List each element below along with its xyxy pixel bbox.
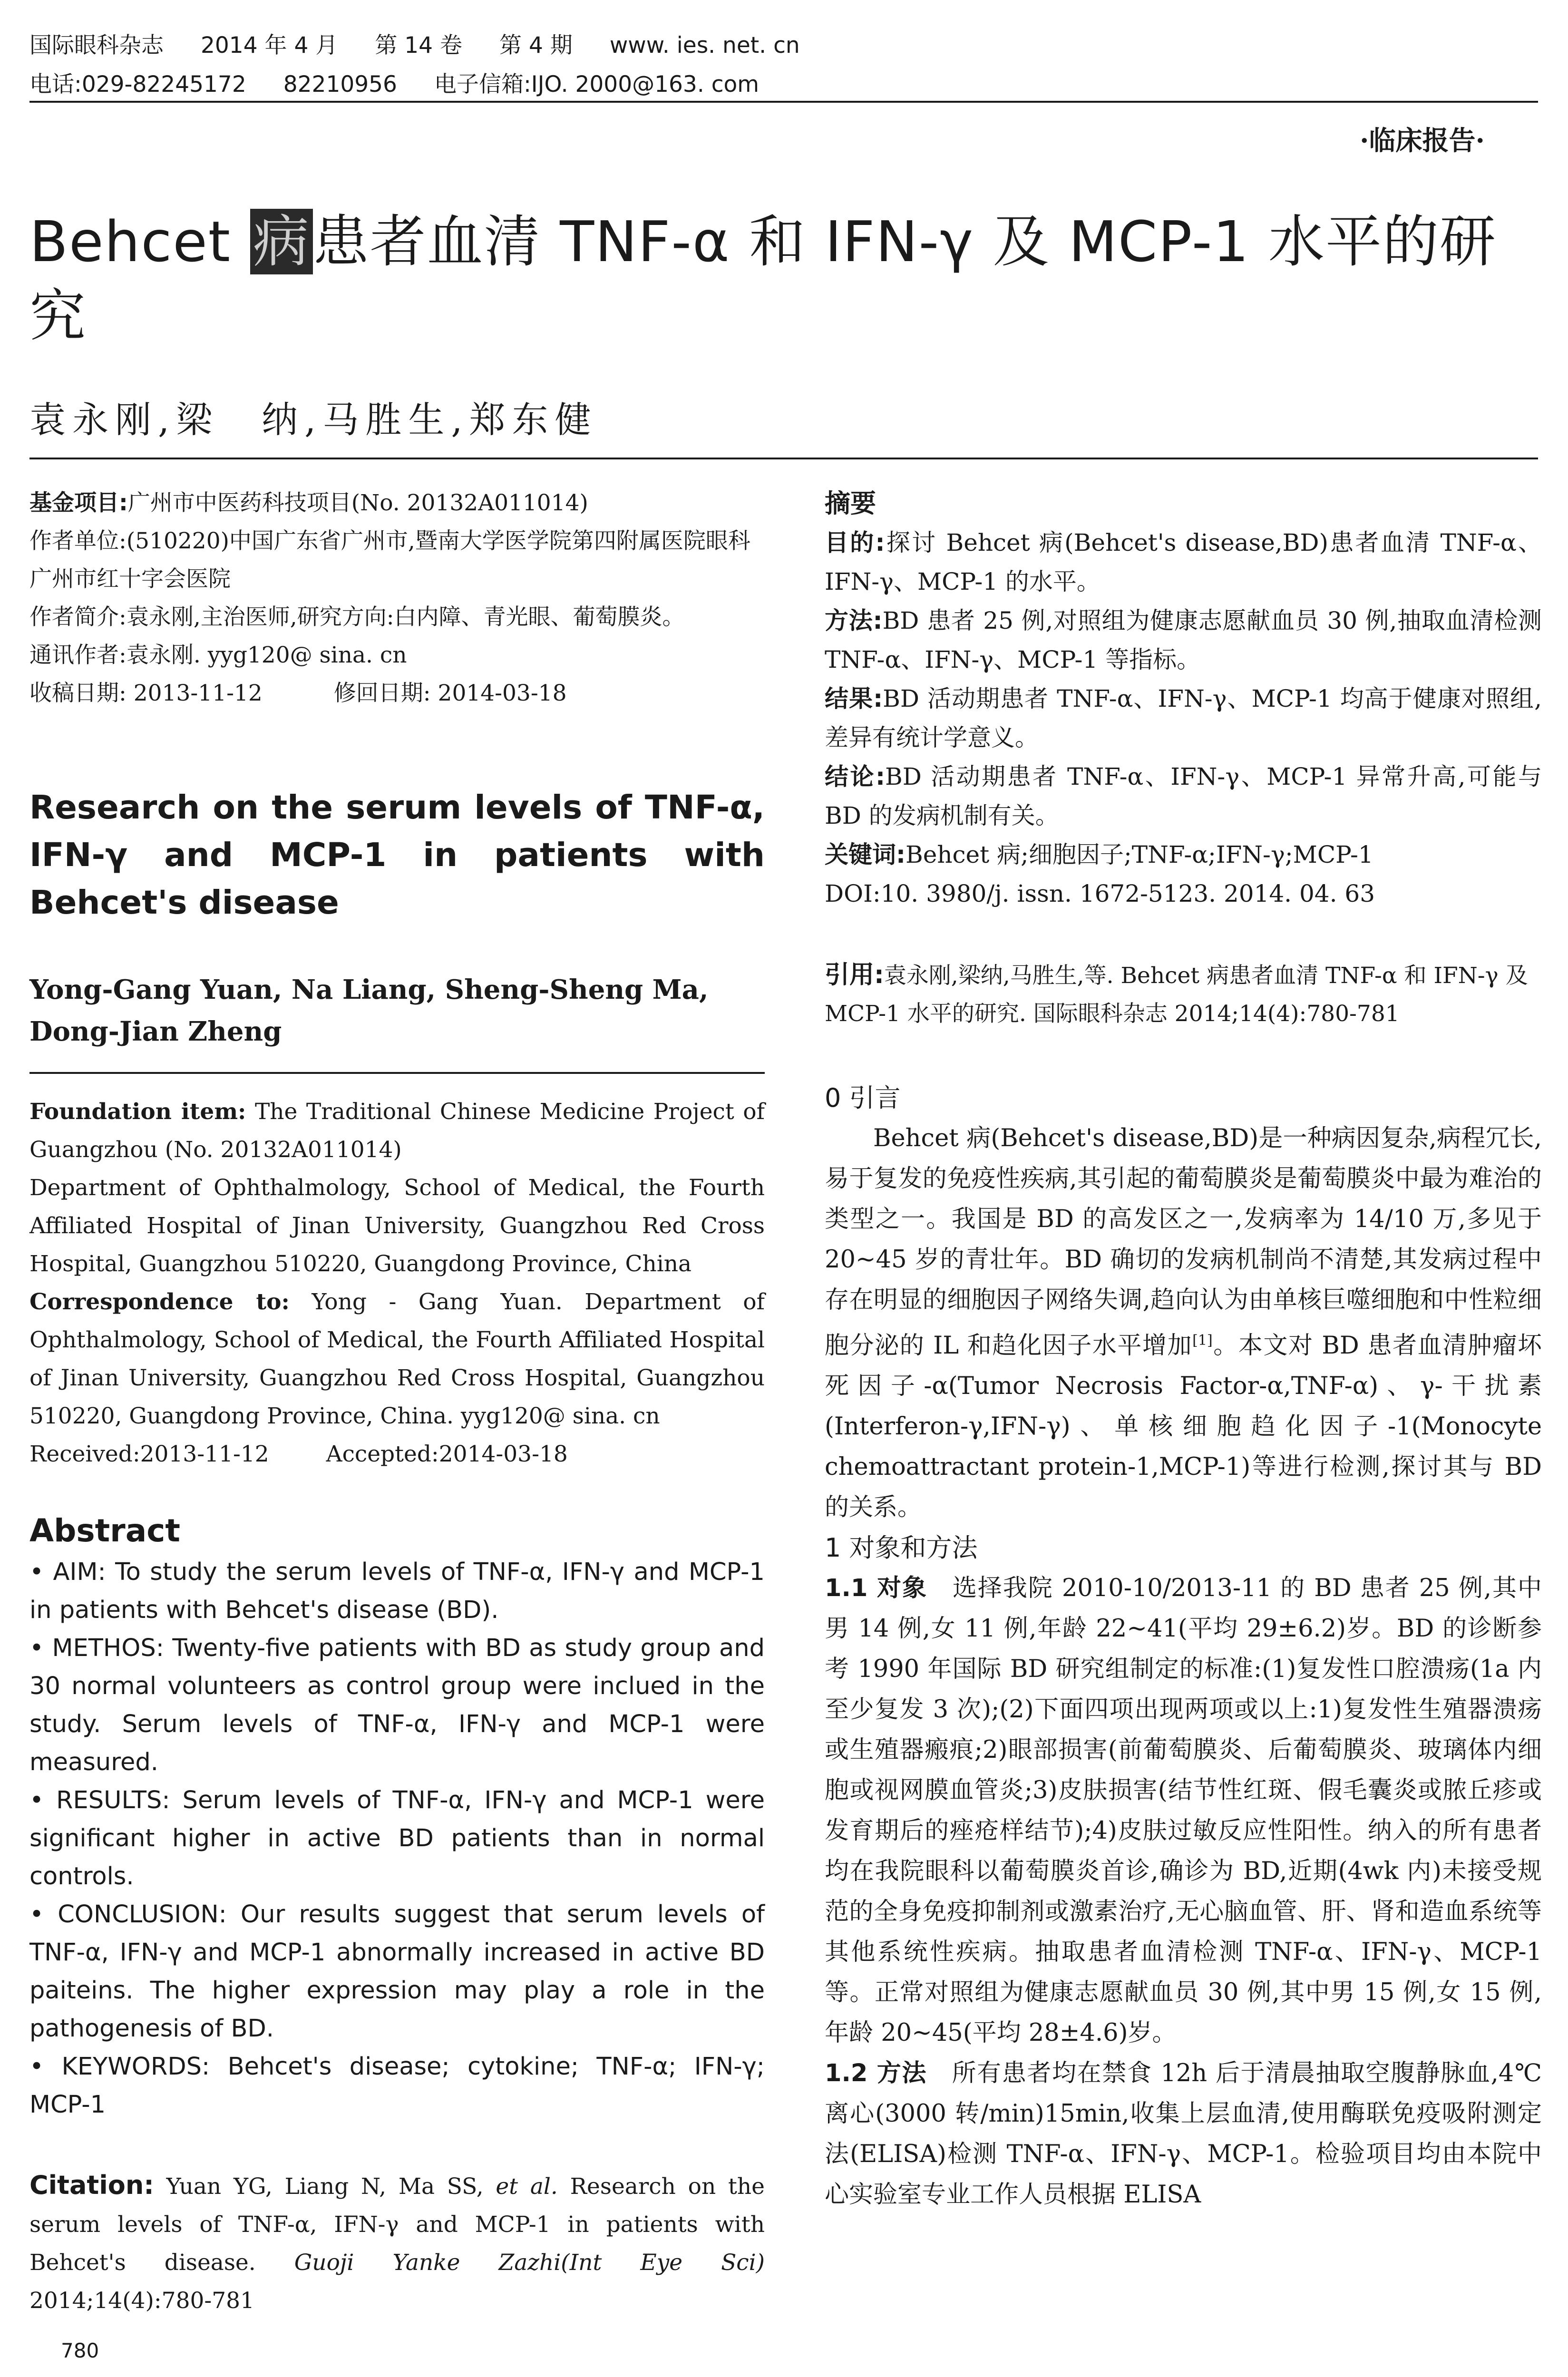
reference-1: [1] bbox=[1192, 1332, 1213, 1349]
english-authors: Yong-Gang Yuan, Na Liang, Sheng-Sheng Ma, Dong-Jian Zheng bbox=[29, 974, 709, 1047]
article-title bbox=[29, 205, 1542, 353]
section-tag: ·临床报告· bbox=[1360, 125, 1485, 156]
abstract-methods: • METHOS: Twenty-five patients with BD as study group and 30 normal volunteers as control group were inclued in the study. Serum levels of TNF-α, IFN-γ and MCP-1 were measured. bbox=[29, 1634, 765, 1776]
department: Department of Ophthalmology, School of Medical, the Fourth Affiliated Hospital of Jinan University, Guangzhou Red Cross Hospital, Guangzhou 510220, Guangdong Province, China bbox=[29, 1175, 765, 1277]
chinese-abstract-heading: 摘要 bbox=[825, 488, 876, 518]
abstract-conclusion: • CONCLUSION: Our results suggest that serum levels of TNF-α, IFN-γ and MCP-1 abnormally increased in active BD paiteins. The higher expression may play a role in the pathogenesis of BD. bbox=[29, 1900, 765, 2043]
foundation-row: 基金项目:广州市中医药科技项目(No. 20132A011014) bbox=[29, 490, 588, 516]
authors-chinese: 袁永刚,梁 纳,马胜生,郑东健 bbox=[29, 399, 598, 441]
citation-chinese: 引用:袁永刚,梁纳,马胜生,等. Behcet 病患者血清 TNF-α 和 IFN-γ 及 MCP-1 水平的研究. 国际眼科杂志 2014;14(4):780-781 bbox=[825, 961, 1528, 1027]
phone: 电话:029-82245172 bbox=[29, 71, 246, 97]
email: 电子信箱:IJO. 2000@163. com bbox=[434, 71, 760, 97]
methods: 方法:BD 患者 25 例,对照组为健康志愿献血员 30 例,抽取血清检测 TNF-α、IFN-γ、MCP-1 等指标。 bbox=[825, 607, 1542, 673]
affiliation-row: 作者单位:(510220)中国广东省广州市,暨南大学医学院第四附属医院眼科 广州市红十字会医院 bbox=[29, 528, 750, 592]
keywords: 关键词:Behcet 病;细胞因子;TNF-α;IFN-γ;MCP-1 bbox=[825, 841, 1373, 868]
english-authors-rule bbox=[29, 1072, 765, 1074]
doi: DOI:10. 3980/j. issn. 1672-5123. 2014. 04. 63 bbox=[825, 880, 1375, 907]
page-number: 780 bbox=[61, 2339, 99, 2362]
journal-name: 国际眼科杂志 bbox=[29, 32, 164, 58]
title-prefix: Behcet bbox=[29, 209, 250, 274]
article-body bbox=[825, 1078, 1542, 2215]
article-info bbox=[29, 484, 765, 712]
volume: 第 14 卷 bbox=[375, 32, 463, 58]
correspondence: Correspondence to: Yong - Gang Yuan. Department of Ophthalmology, School of Medical, the Fourth Affiliated Hospital of Jinan University, Guangzhou Red Cross Hospital, Guangzhou 510220, Guangdong Province, China. yyg120@ sina. cn bbox=[29, 1289, 765, 1429]
subjects-paragraph: 1.1 对象 选择我院 2010-10/2013-11 的 BD 患者 25 例,其中男 14 例,女 11 例,年龄 22~41(平均 29±6.2)岁。BD 的诊断参考 1990 年国际 BD 研究组制定的标准:(1)复发性口腔溃疡(1a 内至少复发 3 次);(2)下面四项出现两项或以上:1)复发性生殖器溃疡或生殖器瘢痕;2)眼部损害(前葡萄膜炎、后葡萄膜炎、玻璃体内细胞或视网膜血管炎;3)皮肤损害(结节性红斑、假毛囊炎或脓丘疹或发育期后的痤疮样结节);4)皮肤过敏反应性阳性。纳入的所有患者均在我院眼科以葡萄膜炎首诊,确诊为 BD,近期(4wk 内)未接受规范的全身免疫抑制剂或激素治疗,无心脑血管、肝、肾和造血系统等其他系统性疾病。抽取患者血清检测 TNF-α、IFN-γ、MCP-1 等。正常对照组为健康志愿献血员 30 例,其中男 15 例,女 15 例,年龄 20~45(平均 28±4.6)岁。 bbox=[825, 1574, 1542, 2047]
abstract-results: • RESULTS: Serum levels of TNF-α, IFN-γ and MCP-1 were significant higher in active BD patients than in normal controls. bbox=[29, 1786, 765, 1890]
foundation-item: Foundation item: The Traditional Chinese Medicine Project of Guangzhou (No. 20132A011014) bbox=[29, 1099, 765, 1163]
citation-english: Citation: Yuan YG, Liang N, Ma SS, et al. Research on the serum levels of TNF-α, IFN-γ and MCP-1 in patients with Behcet's disease. Guoji Yanke Zazhi(Int Eye Sci) 2014;14(4):780-781 bbox=[29, 2170, 765, 2314]
english-title: Research on the serum levels of TNF-α, IFN-γ and MCP-1 in patients with Behcet's disease bbox=[29, 789, 765, 922]
website: www. ies. net. cn bbox=[609, 32, 800, 58]
results: 结果:BD 活动期患者 TNF-α、IFN-γ、MCP-1 均高于健康对照组,差异有统计学意义。 bbox=[825, 685, 1542, 751]
introduction-paragraph: Behcet 病(Behcet's disease,BD)是一种病因复杂,病程冗长,易于复发的免疫性疾病,其引起的葡萄膜炎是葡萄膜炎中最为难治的类型之一。我国是 BD 的高发区之一,发病率为 14/10 万,多见于 20~45 岁的青壮年。BD 确切的发病机制尚不清楚,其发病过程中存在明显的细胞因子网络失调,趋向认为由单核巨噬细胞和中性粒细胞分泌的 IL 和趋化因子水平增加[1]。本文对 BD 患者血清肿瘤坏死因子-α(Tumor Necrosis Factor-α,TNF-α)、γ-干扰素(Interferon-γ,IFN-γ)、单核细胞趋化因子-1(Monocyte chemoattractant protein-1,MCP-1)等进行检测,探讨其与 BD 的关系。 bbox=[825, 1124, 1542, 1521]
title-rest: 患者血清 TNF-α 和 IFN-γ 及 MCP-1 水平的研究 bbox=[29, 209, 1497, 349]
english-dates: Received:2013-11-12 Accepted:2014-03-18 bbox=[29, 1441, 568, 1467]
section-methods-heading: 1 对象和方法 bbox=[825, 1533, 978, 1563]
dates-row: 收稿日期: 2013-11-12 修回日期: 2014-03-18 bbox=[29, 680, 567, 706]
methods-paragraph: 1.2 方法 所有患者均在禁食 12h 后于清晨抽取空腹静脉血,4℃离心(3000 转/min)15min,收集上层血清,使用酶联免疫吸附测定法(ELISA)检测 TNF-α、IFN-γ、MCP-1。检验项目均由本院中心实验室专业工作人员根据 ELISA bbox=[825, 2059, 1542, 2209]
title-rule bbox=[29, 458, 1538, 459]
abstract-keywords: • KEYWORDS: Behcet's disease; cytokine; TNF-α; IFN-γ; MCP-1 bbox=[29, 2053, 765, 2119]
title-highlight: 病 bbox=[250, 209, 313, 274]
conclusion: 结论:BD 活动期患者 TNF-α、IFN-γ、MCP-1 异常升高,可能与 BD 的发病机制有关。 bbox=[825, 763, 1542, 829]
issue-date: 2014 年 4 月 bbox=[201, 32, 338, 58]
english-info bbox=[29, 1093, 765, 1473]
header-rule bbox=[29, 101, 1538, 103]
phone-2: 82210956 bbox=[283, 71, 397, 97]
bio-row: 作者简介:袁永刚,主治医师,研究方向:白内障、青光眼、葡萄膜炎。 bbox=[29, 604, 685, 630]
objective: 目的:探讨 Behcet 病(Behcet's disease,BD)患者血清 TNF-α、IFN-γ、MCP-1 的水平。 bbox=[825, 529, 1542, 595]
chinese-abstract bbox=[825, 484, 1542, 913]
journal-header-line1 bbox=[29, 28, 837, 59]
section-introduction-heading: 0 引言 bbox=[825, 1083, 901, 1113]
abstract-heading: Abstract bbox=[29, 1512, 180, 1549]
abstract-aim: • AIM: To study the serum levels of TNF-α, IFN-γ and MCP-1 in patients with Behcet's disease (BD). bbox=[29, 1558, 765, 1624]
journal-header-line2 bbox=[29, 67, 796, 98]
issue-number: 第 4 期 bbox=[499, 32, 573, 58]
abstract-body bbox=[29, 1553, 765, 2124]
corresponding-row: 通讯作者:袁永刚. yyg120@ sina. cn bbox=[29, 642, 407, 668]
